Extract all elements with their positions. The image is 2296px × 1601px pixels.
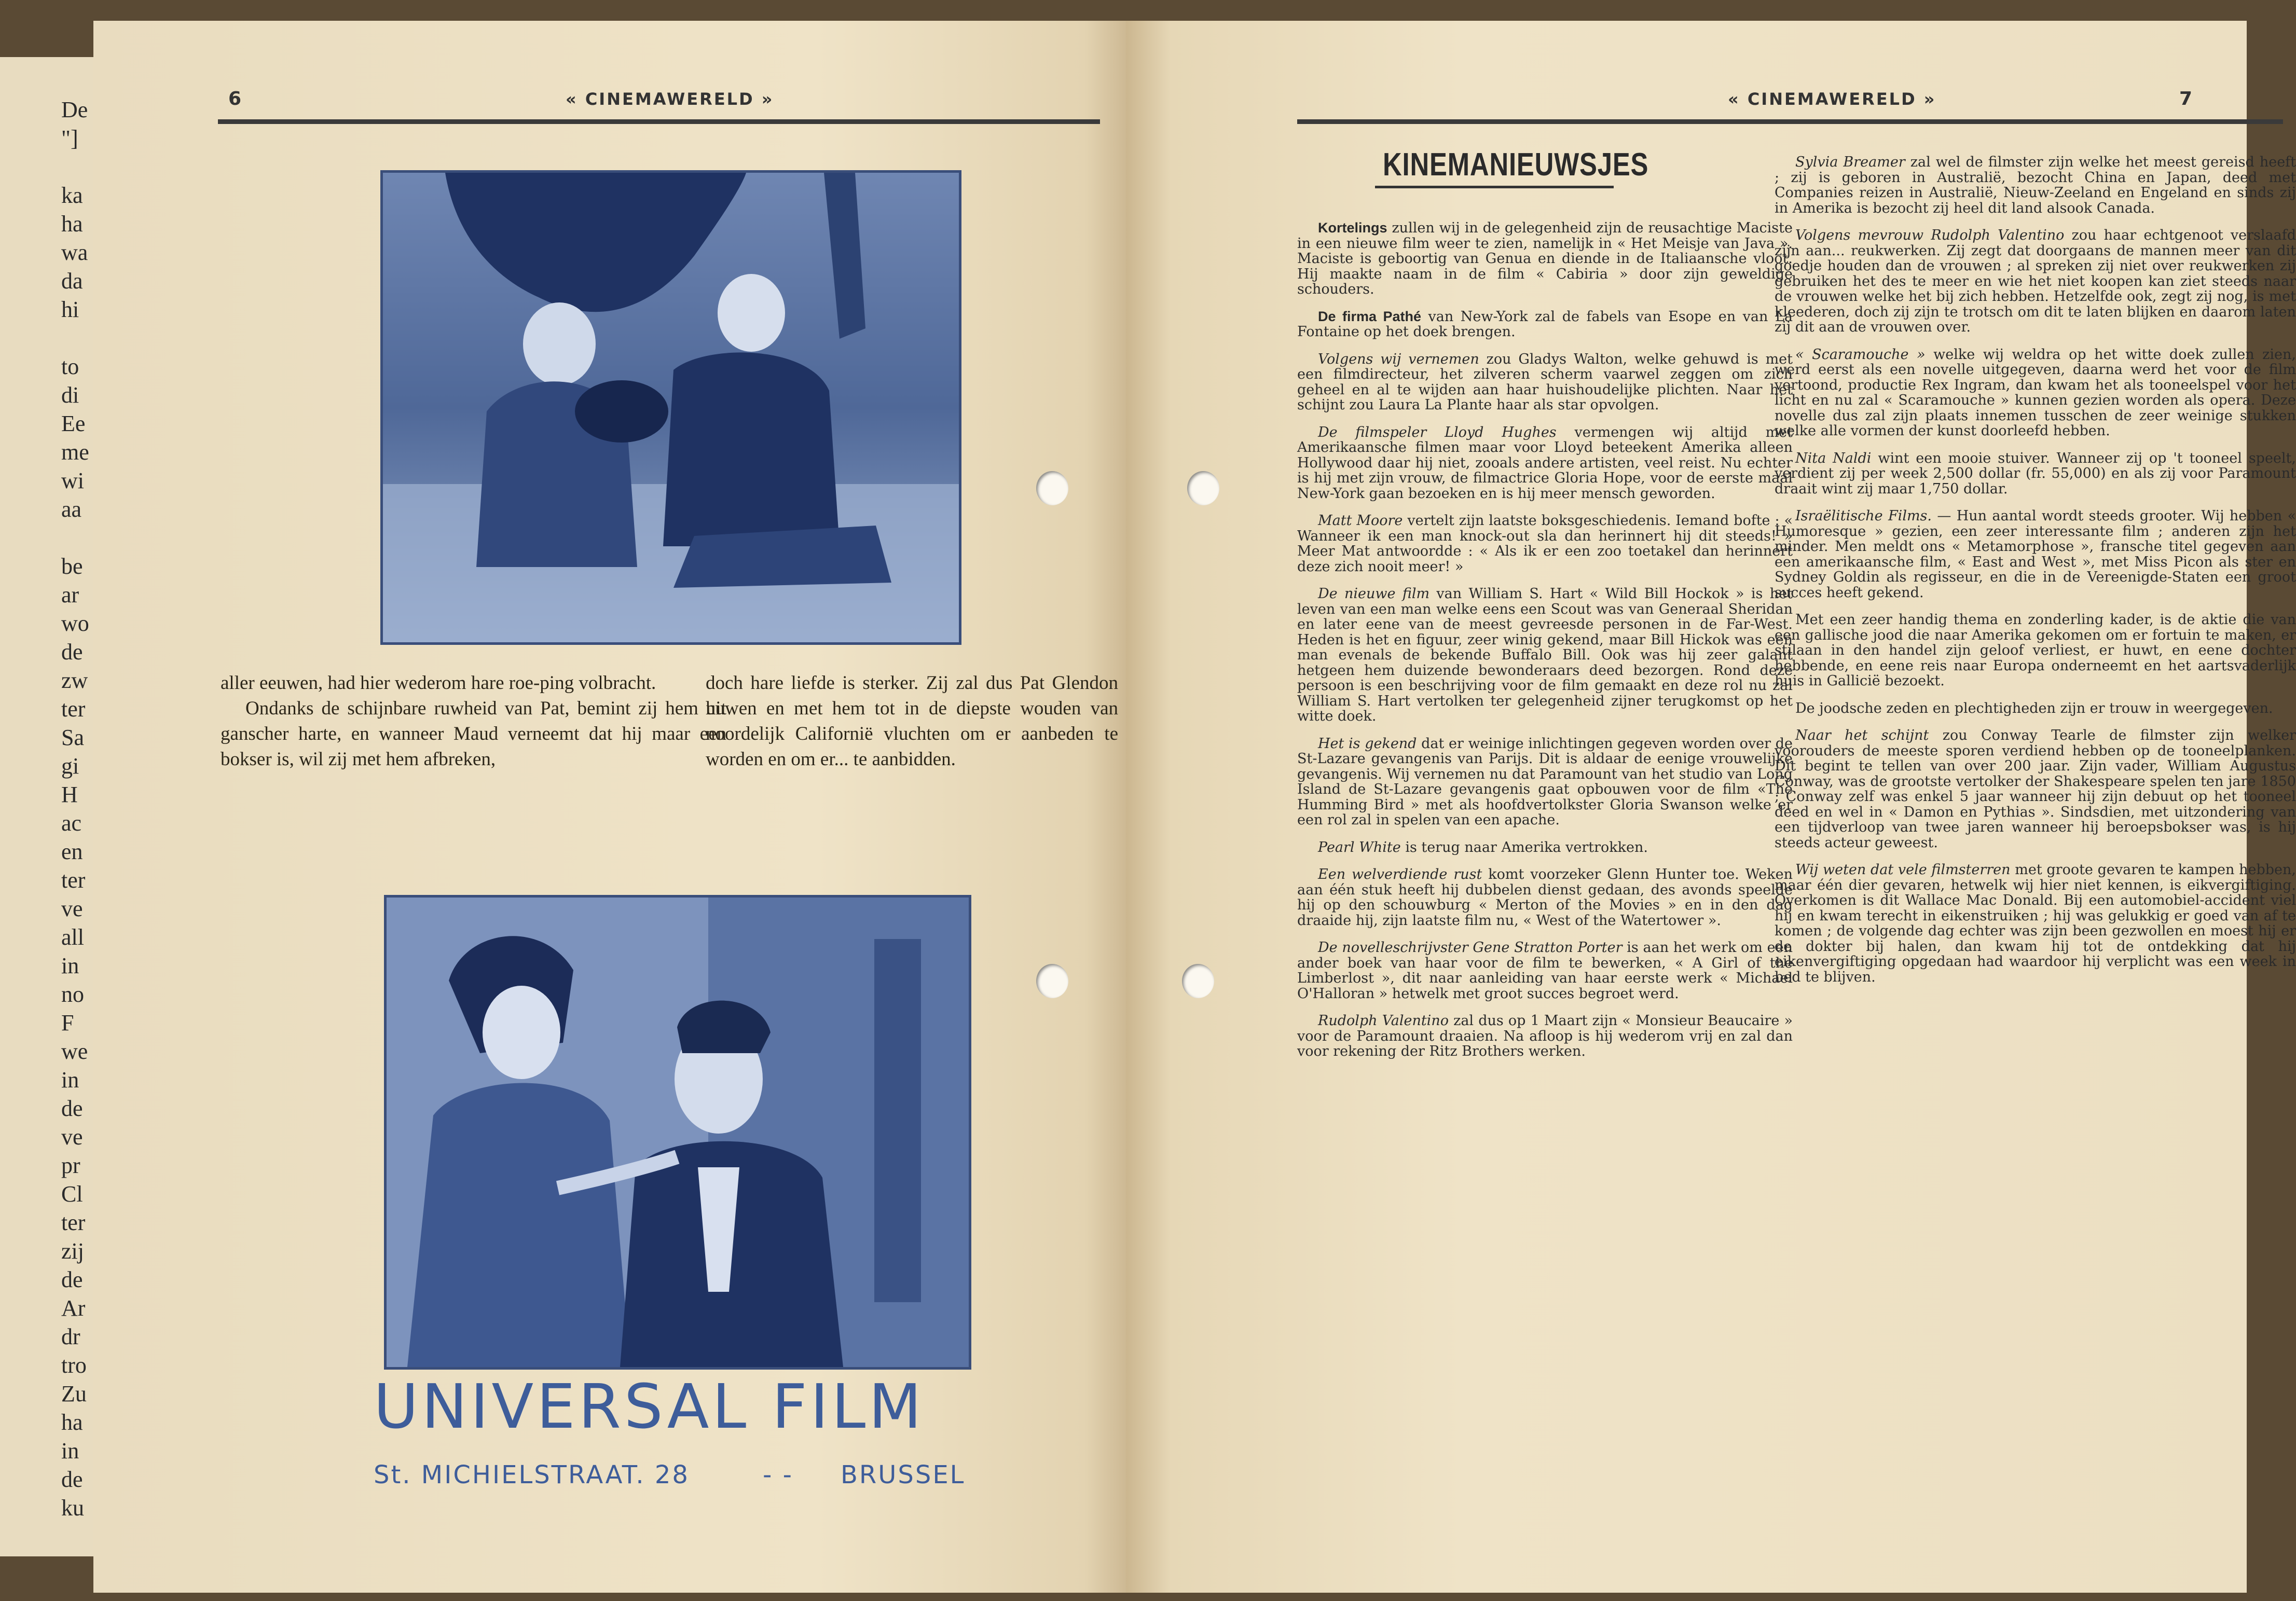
news-item-lead: Het is gekend <box>1318 735 1417 752</box>
news-item-lead: De firma Pathé <box>1318 308 1421 324</box>
news-item <box>1297 425 1793 502</box>
news-item <box>1297 940 1793 1001</box>
news-item-text: is terug naar Amerika vertrokken. <box>1400 839 1648 855</box>
story-column-2 <box>706 670 1118 772</box>
edge-fragment: ter <box>61 696 86 722</box>
story-column-1 <box>221 670 726 772</box>
news-item-text: van William S. Hart « Wild Bill Hockok » is het leven van een man welke eens een Scout was van Generaal Sheridan en later eene van de meest gevreesde personen in de Far-West. Heden is het en figuur, zeer winig gekend, maar Bill Hickok was een man evenals de bekende Buffalo Bill. Ook was hij zeer galant hetgeen hem duizende bewonderaars deed bezorgen. Rond deze persoon is een beschrijving voor de film gemaakt en deze rol nu zal William S. Hart vertolken ter gelegenheid zijner terugkomst op het witte doek. <box>1297 586 1793 724</box>
edge-fragment: Ar <box>61 1295 86 1321</box>
address-separator: - - <box>763 1460 793 1489</box>
edge-fragment: ar <box>61 582 79 608</box>
edge-fragment: de <box>61 1467 83 1492</box>
news-item-lead: Volgens mevrouw Rudolph Valentino <box>1795 227 2065 243</box>
news-item-text: zal wel de filmster zijn welke het meest gereisd heeft ; zij is geboren in Australië, bezocht China en Japan, deed met Companies reizen in Australië, Nieuw-Zeeland en Engeland en sinds zij in Amerika is bezocht zij heel dit land alsook Canada. <box>1775 154 2296 216</box>
news-item <box>1775 508 2296 600</box>
edge-fragment: hi <box>61 297 79 322</box>
news-item <box>1297 586 1793 724</box>
news-item-text: zou Gladys Walton, welke gehuwd is met een filmdirecteur, het zilveren scherm vaarwel zeggen om zich geheel en al te wijden aan haar huishoudelijke plichten. Naar het schijnt zou Laura La Plante haar als star opvolgen. <box>1297 351 1793 413</box>
news-item-text: dat er weinige inlichtingen gegeven worden over de St-Lazare gevangenis van Parijs. Dit is aldaar de eenige vrouwelijke gevangenis. Wij vernemen nu dat Paramount van het studio van Long Island de St-Lazare gevangenis gaat opbouwen voor de film «The Humming Bird » met als hoofdvertolkster Gloria Swanson welke er een rol zal in spelen van een apache. <box>1297 735 1793 828</box>
edge-fragment: zw <box>61 668 88 693</box>
news-column-2 <box>1775 155 2296 997</box>
edge-fragment: ter <box>61 867 86 893</box>
news-item-text: komt voorzeker Glenn Hunter toe. Weken aan één stuk heeft hij dubbelen dienst gedaan, des avonds speelde hij op den schouwburg « Merton of the Movies » en in den dag draaide hij, zijn laatste film nu, « West of the Watertower ». <box>1297 866 1793 929</box>
news-item-lead: Naar het schijnt <box>1795 727 1929 743</box>
edge-fragment: dr <box>61 1324 80 1349</box>
news-item-text: Met een zeer handig thema en zonderling kader, is de aktie die van een gallische jood die naar Amerika gekomen om er fortuin te maken, er stilaan in den handel zijn geloof verliest, er huwt, en eene dochter hebbende, en eene reis naar Europa onderneemt en het aartsvaderlijk huis in Gallicië bezoekt. <box>1775 612 2296 689</box>
story-paragraph: aller eeuwen, had hier wederom hare roe-ping volbracht. <box>221 672 656 694</box>
news-item-lead: Rudolph Valentino <box>1318 1013 1449 1029</box>
edge-fragment: aa <box>61 496 82 522</box>
edge-fragment: gi <box>61 753 79 779</box>
masthead: « CINEMAWERELD » <box>1728 89 1936 109</box>
news-item <box>1297 352 1793 413</box>
news-item-lead: Wij weten dat vele filmsterren <box>1795 862 2011 878</box>
punch-hole <box>1036 471 1068 505</box>
page-number: 7 <box>2179 88 2193 109</box>
advertiser-address: St. MICHIELSTRAAT. 28 <box>374 1460 690 1489</box>
previous-page-edge <box>0 57 95 1556</box>
news-item <box>1297 513 1793 574</box>
edge-fragment: F <box>61 1010 74 1036</box>
news-item-text: zou Conway Tearle de filmster zijn welker voorouders de meeste sporen verdiend hebben op de tooneelplanken. Dit begint te tellen van over 200 jaar. Zijn vader, William Augustus Conway, was de grootste vertolker der Shakespeare spelen ten jare 1850 ; Conway zelf was enkel 5 jaar wanneer hij zijn debuut op het tooneel deed en wel in « Damon en Pythias ». Sindsdien, met uitzondering van een tijdverloop van twee jaren wanneer hij beroepsbokser was, is hij steeds acteur geweest. <box>1775 727 2296 851</box>
edge-fragment: in <box>61 1438 79 1464</box>
edge-fragment: ka <box>61 183 83 208</box>
edge-fragment: "] <box>61 126 78 151</box>
news-item-lead: De novelleschrijvster Gene Stratton Porter <box>1318 940 1623 956</box>
header-rule <box>1297 119 2283 124</box>
news-item <box>1297 736 1793 828</box>
punch-hole <box>1187 471 1219 505</box>
news-item <box>1297 220 1793 297</box>
edge-fragment: Zu <box>61 1381 87 1406</box>
title-underline <box>1375 186 1614 188</box>
edge-fragment: wo <box>61 611 89 636</box>
news-item-lead: Een welverdiende rust <box>1318 866 1482 882</box>
edge-fragment: be <box>61 554 83 579</box>
edge-fragment: de <box>61 1096 83 1121</box>
news-item-text: is aan het werk om een ander boek van haar voor de film te bewerken, « A Girl of the Limberlost », dit naar aanleiding van haar eerste werk « Michael O'Halloran » hetwelk met groot succes begroet werd. <box>1297 940 1793 1002</box>
edge-fragment: De <box>61 97 88 122</box>
edge-fragment: Sa <box>61 725 84 750</box>
edge-fragment: en <box>61 839 83 864</box>
edge-fragment: wi <box>61 468 84 493</box>
edge-fragment: H <box>61 782 78 807</box>
news-item <box>1775 701 2296 716</box>
news-item-lead: Matt Moore <box>1318 513 1403 529</box>
edge-fragment: to <box>61 354 79 379</box>
news-item <box>1775 862 2296 985</box>
news-item-text: — Hun aantal wordt steeds grooter. Wij hebben « Humoresque » gezien, een zeer interessante film ; anderen zijn het minder. Men meldt ons « Metamorphose », fransche titel gegeven aan een amerikaansche film, « East and West », met Miss Picon als ster en Sydney Goldin als regisseur, en die in de Vereenigde-Staten een groot succes heeft gekend. <box>1775 508 2296 601</box>
news-item-lead: « Scaramouche » <box>1795 346 1926 363</box>
edge-fragment: tro <box>61 1352 87 1378</box>
edge-fragment: Cl <box>61 1181 83 1207</box>
edge-fragment: in <box>61 1067 79 1093</box>
advertiser-city: BRUSSEL <box>841 1460 966 1489</box>
news-item-lead: Israëlitische Films. <box>1795 508 1932 524</box>
right-running-head <box>1297 88 2283 125</box>
edge-fragment: da <box>61 268 83 294</box>
news-item-lead: De filmspeler Lloyd Hughes <box>1318 424 1557 440</box>
edge-fragment: in <box>61 953 79 978</box>
news-item <box>1775 228 2296 335</box>
news-item-lead: Nita Naldi <box>1795 450 1872 466</box>
punch-hole <box>1036 964 1068 998</box>
right-page <box>1126 21 2296 1593</box>
left-running-head <box>218 88 1100 125</box>
edge-fragment: wa <box>61 240 88 265</box>
advertiser-name: UNIVERSAL FILM <box>374 1371 925 1442</box>
news-item <box>1297 867 1793 928</box>
news-item <box>1297 1013 1793 1059</box>
edge-fragment: no <box>61 982 84 1007</box>
edge-fragment: ac <box>61 810 82 836</box>
edge-fragment: ha <box>61 1410 83 1435</box>
news-item-text: zou haar echtgenoot verslaafd zijn aan... reukwerken. Zij zegt dat doorgaans de mannen meer van dit goedje houden dan de vrouwen ; al spreken zij niet over reukwerken zij gebruiken het des te meer en wie het niet koopen kan ziet steeds naar de vrouwen welke het bij zich hebben. Hetzelfde ook, zegt zij nog, is met kleederen, doch zij zijn te trotsch om dit te laten blijken en daarom laten zij dit aan de vrouwen over. <box>1775 227 2296 335</box>
edge-fragment: zij <box>61 1238 84 1264</box>
news-item-text: De joodsche zeden en plechtigheden zijn er trouw in weergegeven. <box>1795 700 2273 716</box>
edge-fragment: ve <box>61 896 83 921</box>
news-item-lead: Kortelings <box>1318 220 1387 236</box>
edge-fragment: ha <box>61 211 83 237</box>
news-item-text: wint een mooie stuiver. Wanneer zij op 't tooneel speelt, verdient zij per week 2,500 dollar (fr. 55,000) en als zij voor Paramount draait wint zij maar 1,750 dollar. <box>1775 450 2296 497</box>
edge-fragment: ku <box>61 1495 84 1521</box>
news-item-text: zullen wij in de gelegenheid zijn de reusachtige Maciste in een nieuwe film weer te zien, namelijk in « Het Meisje van Java ». Maciste is geboortig van Genua en diende in de Italiaansche vloot. Hij maakte naam in de film « Cabiria » door zijn geweldige schouders. <box>1297 220 1793 297</box>
edge-fragment: de <box>61 1267 83 1292</box>
punch-hole <box>1182 964 1214 998</box>
edge-fragment: de <box>61 639 83 665</box>
film-still-forest <box>380 170 961 645</box>
film-still-couple <box>384 895 971 1370</box>
news-item-text: welke wij weldra op het witte doek zullen zien, werd eerst als een novelle uitgegeven, daarna werd het voor de film vertoond, productie Rex Ingram, dan kwam het als tooneelspel voor het licht en nu zal « Scaramouche » kunnen gezien worden als opera. Deze novelle dus zal zijn plaats innemen tusschen de zeer weinige stukken welke alle vormen der kunst doorleefd hebben. <box>1775 346 2296 439</box>
news-item <box>1775 155 2296 216</box>
edge-fragment: all <box>61 924 84 950</box>
page-number: 6 <box>228 88 242 109</box>
news-item <box>1775 347 2296 439</box>
edge-fragment: Ee <box>61 411 86 436</box>
news-item-text: met groote gevaren te kampen hebben, maar één dier gevaren, hetwelk wij hier niet kennen, is eikvergiftiging. Overkomen is dit Wallace Mac Donald. Bij een automobiel-accident viel hij en kwam terecht in eikenstruiken ; hij was gelukkig er goed van af te komen ; de volgende dag echter was zijn been gezwollen en moest hij er de dokter bij halen, dan kwam hij tot de ontdekking dat hij eikenvergiftiging opgedaan had waardoor hij verplicht was een week in bed te blijven. <box>1775 862 2296 985</box>
news-column-1 <box>1297 220 1793 1071</box>
story-paragraph: Ondanks de schijnbare ruwheid van Pat, bemint zij hem uit ganscher harte, en wanneer Maud verneemt dat hij maar een bokser is, wil zij met hem afbreken, <box>221 698 726 770</box>
news-item-text: van New-York zal de fabels van Esope en van La Fontaine op het doek brengen. <box>1297 308 1793 340</box>
news-item-lead: De nieuwe film <box>1318 586 1430 602</box>
section-title: KINEMANIEUWSJES <box>1383 147 1649 183</box>
edge-fragment: we <box>61 1039 88 1064</box>
news-item-text: vertelt zijn laatste boksgeschiedenis. Iemand bofte : « Wanneer ik een man knock-out sla dan herinnert hij dit steeds! » Meer Mat antwoordde : « Als ik er een zoo toetakel dan herinnert deze zich nooit meer! » <box>1297 513 1793 575</box>
edge-fragment: ve <box>61 1124 83 1150</box>
story-paragraph: doch hare liefde is sterker. Zij zal dus Pat Glendon huwen en met hem tot in de diepste wouden van noordelijk Californië vluchten om er aanbeden te worden en om er... te aanbidden. <box>706 672 1118 770</box>
edge-fragment: ter <box>61 1210 86 1235</box>
news-item-lead: Volgens wij vernemen <box>1318 351 1479 367</box>
news-item-lead: Sylvia Breamer <box>1795 154 1905 170</box>
news-item <box>1775 728 2296 850</box>
news-item-text: zal dus op 1 Maart zijn « Monsieur Beaucaire » voor de Paramount draaien. Na afloop is hij wederom vrij en zal dan voor rekening der Ritz Brothers werken. <box>1297 1013 1793 1059</box>
news-item-lead: Pearl White <box>1318 839 1401 855</box>
edge-fragment: pr <box>61 1153 80 1178</box>
news-item <box>1775 451 2296 497</box>
header-rule <box>218 119 1100 124</box>
news-item-text: vermengen wij altijd met Amerikaansche filmen maar voor Lloyd beteekent Amerika alleen Hollywood daar hij niet, zooals andere artisten, veel reist. Nu echter is hij met zijn vrouw, de filmactrice Gloria Hope, voor de eerste maal New-York gaan bezoeken en is hij meer mensch geworden. <box>1297 424 1793 502</box>
masthead: « CINEMAWERELD » <box>566 89 774 109</box>
news-item <box>1297 309 1793 340</box>
left-page <box>93 21 1126 1593</box>
edge-fragment: me <box>61 439 89 465</box>
news-item <box>1775 612 2296 689</box>
news-item <box>1297 840 1793 855</box>
edge-fragment: di <box>61 382 79 408</box>
